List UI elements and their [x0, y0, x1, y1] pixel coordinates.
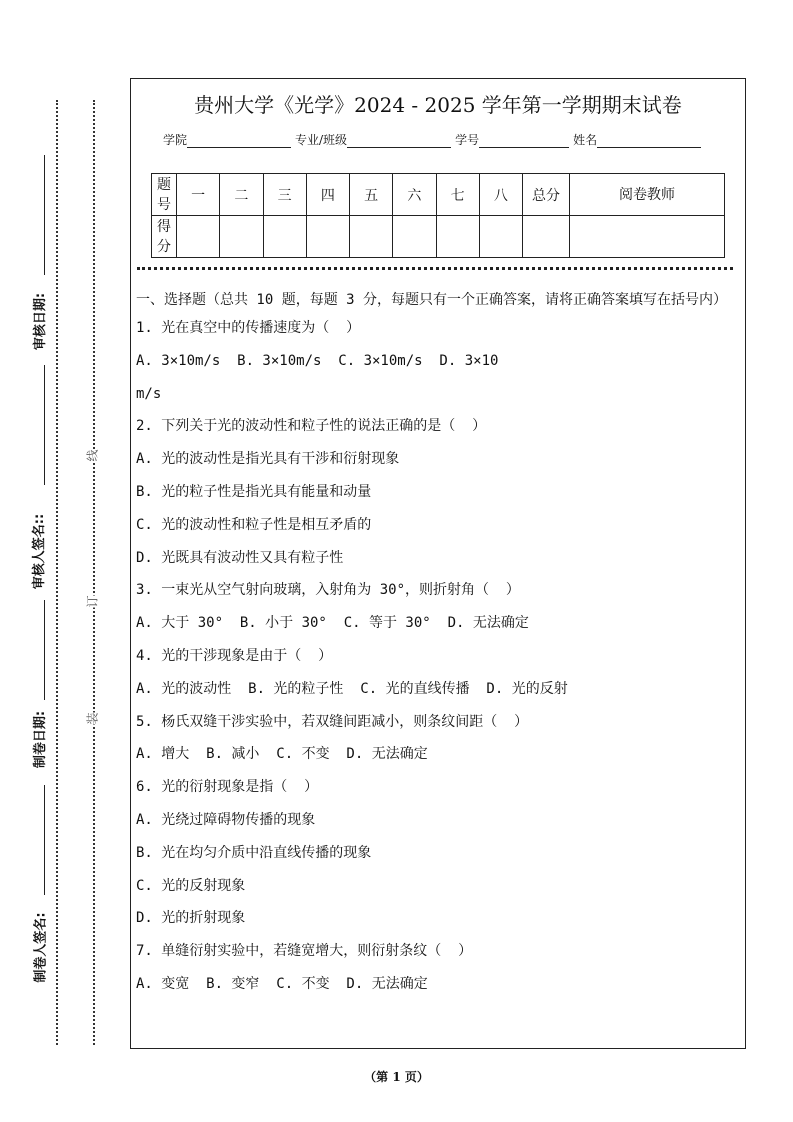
student-info	[163, 131, 705, 148]
col-1: 一	[177, 174, 220, 216]
score-row	[152, 216, 725, 258]
score-cell[interactable]	[570, 216, 725, 258]
question-number-label: 题号	[152, 174, 177, 216]
binding-dotted-line-outer	[56, 100, 58, 1045]
name-field[interactable]	[597, 133, 701, 148]
question-line: m/s	[136, 385, 162, 402]
student-id-label: 学号	[455, 133, 480, 147]
score-label: 得分	[152, 216, 177, 258]
reviewer-sign-label: 审核人签名::	[32, 513, 48, 590]
score-cell[interactable]	[306, 216, 349, 258]
reviewer-sign-line	[44, 365, 45, 485]
col-4: 四	[306, 174, 349, 216]
score-cell[interactable]	[523, 216, 570, 258]
question-line: A. 光的波动性 B. 光的粒子性 C. 光的直线传播 D. 光的反射	[136, 680, 568, 697]
maker-sign-label: 制卷人签名:	[33, 912, 49, 983]
make-date-line	[44, 600, 45, 700]
score-header-row	[152, 174, 725, 216]
section-intro: 一、选择题（总共 10 题，每题 3 分，每题只有一个正确答案，请将正确答案填写在括号内）	[136, 292, 727, 308]
question-line: D. 光既具有波动性又具有粒子性	[136, 549, 344, 566]
col-2: 二	[220, 174, 263, 216]
student-id-field[interactable]	[479, 133, 569, 148]
exam-frame	[130, 78, 746, 1049]
question-line: 2. 下列关于光的波动性和粒子性的说法正确的是（ ）	[136, 418, 487, 435]
question-line: C. 光的波动性和粒子性是相互矛盾的	[136, 516, 372, 533]
question-line: B. 光的粒子性是指光具有能量和动量	[136, 483, 372, 500]
score-table	[151, 173, 725, 258]
question-line: B. 光在均匀介质中沿直线传播的现象	[136, 844, 372, 861]
score-cell[interactable]	[220, 216, 263, 258]
question-line: 3. 一束光从空气射向玻璃，入射角为 30°，则折射角（ ）	[136, 582, 520, 599]
review-date-label: 审核日期:	[33, 292, 49, 351]
score-cell[interactable]	[393, 216, 436, 258]
question-line: A. 增大 B. 减小 C. 不变 D. 无法确定	[136, 746, 428, 763]
question-line: A. 光绕过障碍物传播的现象	[136, 811, 316, 828]
exam-title: 贵州大学《光学》2024 - 2025 学年第一学期期末试卷	[194, 93, 682, 117]
question-line: A. 变宽 B. 变窄 C. 不变 D. 无法确定	[136, 975, 428, 992]
col-8: 八	[479, 174, 522, 216]
question-line: A. 光的波动性是指光具有干涉和衍射现象	[136, 451, 400, 468]
score-cell[interactable]	[479, 216, 522, 258]
col-5: 五	[350, 174, 393, 216]
col-total: 总分	[523, 174, 570, 216]
question-line: A. 3×10m/s B. 3×10m/s C. 3×10m/s D. 3×10	[136, 352, 499, 369]
page-number: （第 1 页）	[364, 1070, 429, 1084]
cut-mark-staple: 装	[85, 712, 100, 725]
question-line: 4. 光的干涉现象是由于（ ）	[136, 647, 333, 664]
review-date-line	[44, 155, 45, 275]
col-3: 三	[263, 174, 306, 216]
question-line: A. 大于 30° B. 小于 30° C. 等于 30° D. 无法确定	[136, 615, 529, 632]
section-choice	[136, 289, 736, 1007]
score-cell[interactable]	[350, 216, 393, 258]
question-line: C. 光的反射现象	[136, 877, 246, 894]
college-label: 学院	[163, 133, 188, 147]
college-field[interactable]	[187, 133, 291, 148]
cut-mark-bind: 订	[85, 595, 100, 608]
score-cell[interactable]	[177, 216, 220, 258]
question-line: 6. 光的衍射现象是指（ ）	[136, 779, 319, 796]
name-label: 姓名	[573, 133, 598, 147]
score-cell[interactable]	[436, 216, 479, 258]
major-field[interactable]	[347, 133, 451, 148]
question-line: D. 光的折射现象	[136, 910, 246, 927]
maker-sign-line	[44, 785, 45, 895]
col-7: 七	[436, 174, 479, 216]
make-date-label: 制卷日期:	[33, 710, 49, 769]
col-grader: 阅卷教师	[570, 174, 725, 216]
cut-mark-line: 线	[85, 449, 100, 462]
section-separator	[137, 267, 733, 270]
major-label: 专业/班级	[295, 133, 348, 147]
question-line: 7. 单缝衍射实验中，若缝宽增大，则衍射条纹（ ）	[136, 943, 473, 960]
question-line: 5. 杨氏双缝干涉实验中，若双缝间距减小，则条纹间距（ ）	[136, 713, 529, 730]
col-6: 六	[393, 174, 436, 216]
score-cell[interactable]	[263, 216, 306, 258]
binding-dotted-line-inner	[93, 100, 95, 1045]
question-line: 1. 光在真空中的传播速度为（ ）	[136, 320, 361, 336]
